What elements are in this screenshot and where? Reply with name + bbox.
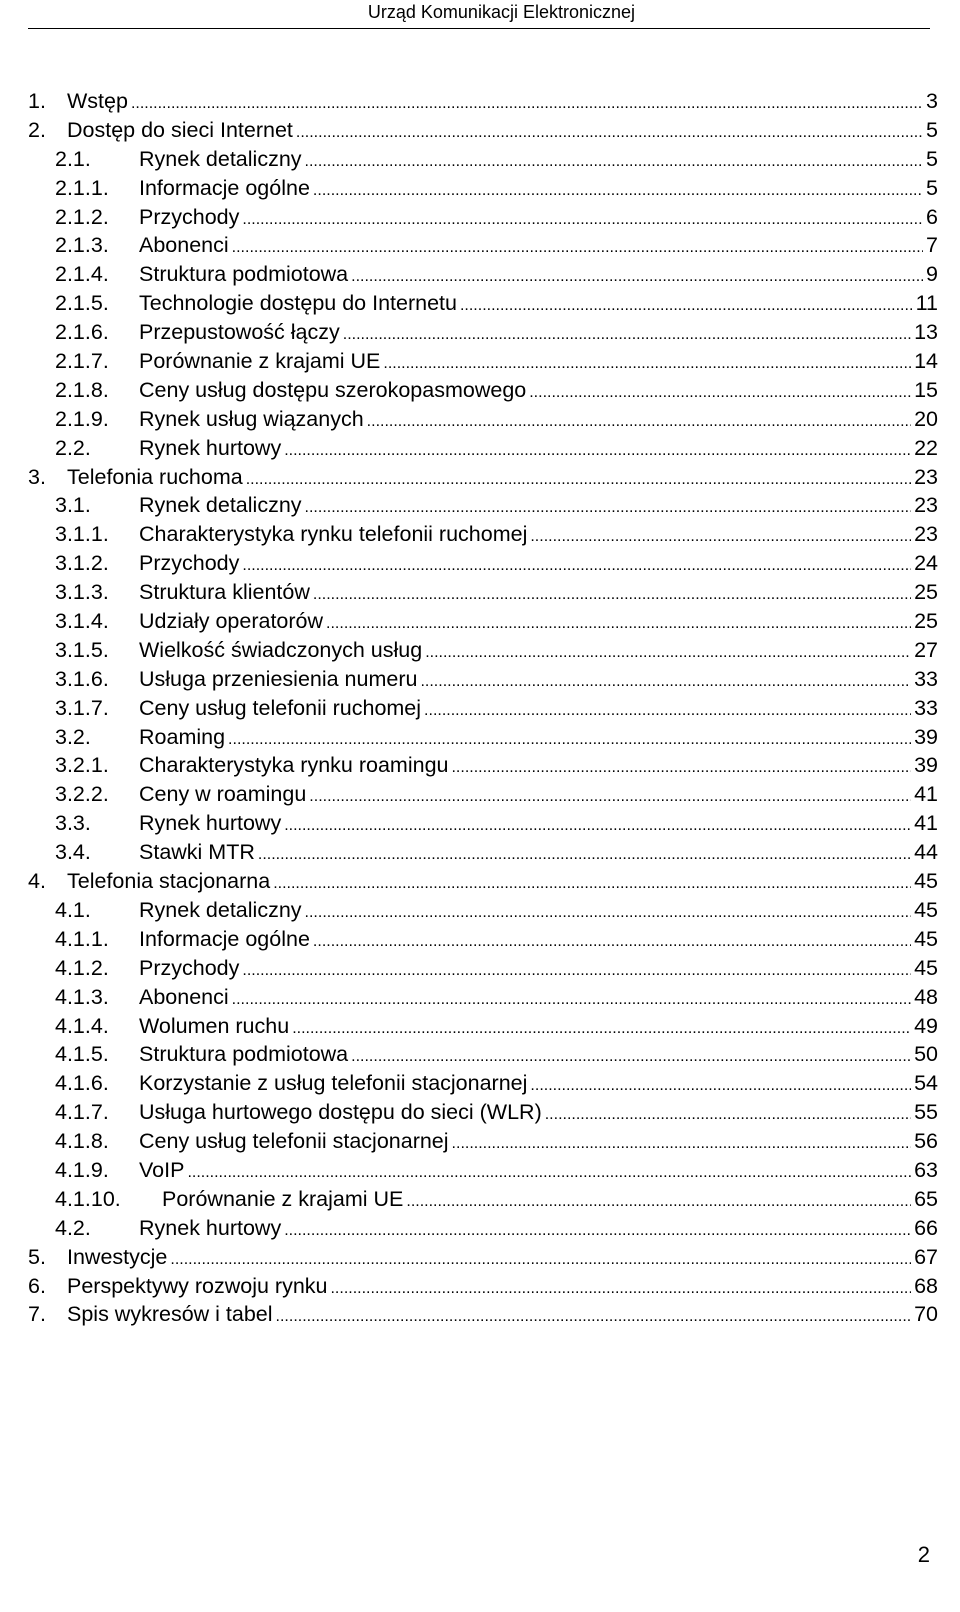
dot-leader bbox=[330, 1272, 911, 1304]
toc-entry-title: Abonenci bbox=[139, 233, 229, 258]
toc-entry-page: 41 bbox=[914, 811, 938, 836]
toc-entry-title: VoIP bbox=[139, 1157, 185, 1182]
toc-entry[interactable] bbox=[28, 376, 938, 405]
dot-leader bbox=[351, 260, 923, 292]
toc-entry-title: Przepustowość łączy bbox=[139, 320, 340, 345]
toc-entry-page: 48 bbox=[914, 984, 938, 1009]
toc-entry-title: Dostęp do sieci Internet bbox=[67, 117, 293, 142]
dot-leader bbox=[276, 1300, 912, 1332]
toc-entry-page: 23 bbox=[914, 522, 938, 547]
toc-entry-number: 2.1.8. bbox=[55, 377, 109, 402]
toc-entry-page: 14 bbox=[914, 349, 938, 374]
toc-entry[interactable] bbox=[28, 925, 938, 954]
toc-entry-number: 4.1.3. bbox=[55, 984, 109, 1009]
header-divider bbox=[28, 28, 930, 29]
dot-leader bbox=[343, 318, 911, 350]
toc-entry-title: Charakterystyka rynku roamingu bbox=[139, 753, 449, 778]
toc-entry-title: Roaming bbox=[139, 724, 226, 749]
toc-entry-title: Charakterystyka rynku telefonii ruchomej bbox=[139, 522, 528, 547]
toc-entry-number: 3.1.3. bbox=[55, 580, 109, 605]
dot-leader bbox=[530, 1069, 911, 1101]
toc-entry-number: 2.1.7. bbox=[55, 349, 109, 374]
toc-entry[interactable] bbox=[28, 549, 938, 578]
page-number: 2 bbox=[917, 1542, 930, 1567]
toc-entry-title: Abonenci bbox=[139, 984, 229, 1009]
toc-entry-page: 5 bbox=[926, 117, 938, 142]
toc-entry[interactable] bbox=[28, 520, 938, 549]
toc-entry-number: 2.2. bbox=[55, 435, 91, 460]
toc-entry[interactable] bbox=[28, 1098, 938, 1127]
toc-entry-number: 3.1.5. bbox=[55, 637, 109, 662]
toc-entry[interactable] bbox=[28, 318, 938, 347]
toc-entry-page: 33 bbox=[914, 695, 938, 720]
toc-entry-title: Rynek hurtowy bbox=[139, 435, 282, 460]
toc-entry-title: Udziały operatorów bbox=[139, 609, 324, 634]
dot-leader bbox=[232, 983, 911, 1015]
page-header bbox=[0, 0, 960, 28]
toc-entry-number: 5. bbox=[28, 1244, 46, 1269]
toc-entry-page: 20 bbox=[914, 406, 938, 431]
toc-entry-page: 55 bbox=[914, 1100, 938, 1125]
dot-leader bbox=[309, 780, 911, 812]
dot-leader bbox=[228, 723, 911, 755]
toc-entry-page: 41 bbox=[914, 782, 938, 807]
toc-entry-number: 2.1.1. bbox=[55, 175, 109, 200]
dot-leader bbox=[242, 954, 911, 986]
toc-entry-page: 65 bbox=[914, 1186, 938, 1211]
toc-entry-number: 3. bbox=[28, 464, 46, 489]
toc-entry-page: 9 bbox=[926, 262, 938, 287]
toc-entry-number: 2.1.4. bbox=[55, 262, 109, 287]
toc-entry[interactable] bbox=[28, 405, 938, 434]
toc-entry-title: Informacje ogólne bbox=[139, 926, 310, 951]
toc-entry-page: 39 bbox=[914, 753, 938, 778]
toc-entry[interactable] bbox=[28, 1012, 938, 1041]
toc-entry[interactable] bbox=[28, 723, 938, 752]
toc-entry-page: 23 bbox=[914, 464, 938, 489]
dot-leader bbox=[284, 434, 911, 466]
dot-leader bbox=[383, 347, 911, 379]
toc-entry-page: 44 bbox=[914, 840, 938, 865]
toc-entry[interactable] bbox=[28, 203, 938, 232]
toc-entry-title: Ceny w roamingu bbox=[139, 782, 307, 807]
toc-entry-title: Usługa przeniesienia numeru bbox=[139, 666, 418, 691]
toc-entry-page: 45 bbox=[914, 955, 938, 980]
toc-entry[interactable] bbox=[28, 751, 938, 780]
toc-entry-number: 2. bbox=[28, 117, 46, 142]
toc-entry[interactable] bbox=[28, 896, 938, 925]
toc-entry-number: 4.1.5. bbox=[55, 1042, 109, 1067]
toc-entry[interactable] bbox=[28, 1243, 938, 1272]
dot-leader bbox=[424, 694, 911, 726]
dot-leader bbox=[305, 896, 912, 928]
dot-leader bbox=[242, 203, 923, 235]
toc-entry[interactable] bbox=[28, 983, 938, 1012]
toc-entry[interactable] bbox=[28, 1272, 938, 1301]
dot-leader bbox=[246, 463, 911, 495]
toc-entry-page: 5 bbox=[926, 146, 938, 171]
toc-entry-number: 3.1.2. bbox=[55, 551, 109, 576]
dot-leader bbox=[187, 1156, 911, 1188]
toc-entry-title: Struktura podmiotowa bbox=[139, 1042, 349, 1067]
toc-entry-page: 13 bbox=[914, 320, 938, 345]
toc-entry-title: Wstęp bbox=[67, 89, 128, 113]
toc-entry-number: 3.1. bbox=[55, 493, 91, 518]
toc-entry-title: Technologie dostępu do Internetu bbox=[139, 291, 457, 316]
toc-entry[interactable] bbox=[28, 1300, 938, 1329]
toc-entry-page: 45 bbox=[914, 897, 938, 922]
toc-entry[interactable] bbox=[28, 694, 938, 723]
dot-leader bbox=[451, 751, 911, 783]
table-of-contents bbox=[28, 87, 938, 1329]
toc-entry-number: 4.1.1. bbox=[55, 926, 109, 951]
toc-entry[interactable] bbox=[28, 954, 938, 983]
toc-entry-title: Telefonia ruchoma bbox=[67, 464, 243, 489]
toc-entry-number: 3.2.1. bbox=[55, 753, 109, 778]
toc-entry-title: Telefonia stacjonarna bbox=[67, 869, 271, 894]
toc-entry[interactable] bbox=[28, 289, 938, 318]
toc-entry[interactable] bbox=[28, 867, 938, 896]
toc-entry-number: 3.2. bbox=[55, 724, 91, 749]
toc-entry-page: 45 bbox=[914, 926, 938, 951]
toc-entry[interactable] bbox=[28, 1127, 938, 1156]
toc-entry-title: Struktura podmiotowa bbox=[139, 262, 349, 287]
toc-entry[interactable] bbox=[28, 347, 938, 376]
toc-entry-number: 2.1.3. bbox=[55, 233, 109, 258]
toc-entry[interactable] bbox=[28, 838, 938, 867]
toc-entry-number: 4.2. bbox=[55, 1215, 91, 1240]
toc-entry-title: Perspektywy rozwoju rynku bbox=[67, 1273, 328, 1298]
toc-entry-number: 4. bbox=[28, 869, 46, 894]
toc-entry-number: 2.1.2. bbox=[55, 204, 109, 229]
toc-entry-page: 54 bbox=[914, 1071, 938, 1096]
toc-entry-page: 7 bbox=[926, 233, 938, 258]
toc-entry-number: 2.1. bbox=[55, 146, 91, 171]
dot-leader bbox=[530, 520, 911, 552]
toc-entry-title: Spis wykresów i tabel bbox=[67, 1302, 273, 1327]
toc-entry-page: 67 bbox=[914, 1244, 938, 1269]
toc-entry-title: Ceny usług telefonii ruchomej bbox=[139, 695, 422, 720]
toc-entry-title: Rynek detaliczny bbox=[139, 493, 302, 518]
toc-entry-page: 56 bbox=[914, 1129, 938, 1154]
toc-entry-number: 6. bbox=[28, 1273, 46, 1298]
toc-entry-title: Rynek hurtowy bbox=[139, 811, 282, 836]
dot-leader bbox=[292, 1012, 911, 1044]
toc-entry-page: 11 bbox=[915, 291, 938, 316]
dot-leader bbox=[425, 636, 911, 668]
dot-leader bbox=[232, 231, 923, 263]
toc-entry-number: 4.1.9. bbox=[55, 1157, 109, 1182]
dot-leader bbox=[367, 405, 911, 437]
toc-entry-page: 25 bbox=[914, 580, 938, 605]
toc-entry-number: 3.4. bbox=[55, 840, 91, 865]
toc-entry-title: Ceny usług telefonii stacjonarnej bbox=[139, 1129, 449, 1154]
toc-entry-title: Informacje ogólne bbox=[139, 175, 310, 200]
toc-entry-page: 33 bbox=[914, 666, 938, 691]
dot-leader bbox=[296, 116, 923, 148]
toc-entry-page: 3 bbox=[926, 89, 938, 113]
toc-entry[interactable] bbox=[28, 607, 938, 636]
toc-entry-number: 3.1.1. bbox=[55, 522, 109, 547]
toc-entry-number: 3.2.2. bbox=[55, 782, 109, 807]
header-title: Urząd Komunikacji Elektronicznej bbox=[367, 2, 635, 22]
toc-entry[interactable] bbox=[28, 231, 938, 260]
toc-entry[interactable] bbox=[28, 145, 938, 174]
dot-leader bbox=[545, 1098, 911, 1130]
toc-entry-page: 5 bbox=[926, 175, 938, 200]
toc-entry[interactable] bbox=[28, 636, 938, 665]
toc-entry[interactable] bbox=[28, 809, 938, 838]
dot-leader bbox=[313, 925, 911, 957]
toc-entry[interactable] bbox=[28, 578, 938, 607]
toc-entry[interactable] bbox=[28, 174, 938, 203]
toc-entry-title: Stawki MTR bbox=[139, 840, 255, 865]
dot-leader bbox=[284, 809, 911, 841]
toc-entry-title: Wielkość świadczonych usług bbox=[139, 637, 423, 662]
toc-entry[interactable] bbox=[28, 665, 938, 694]
toc-entry-title: Przychody bbox=[139, 204, 240, 229]
toc-entry-title: Struktura klientów bbox=[139, 580, 310, 605]
toc-entry-number: 4.1.10. bbox=[55, 1186, 121, 1211]
toc-entry-page: 24 bbox=[914, 551, 938, 576]
toc-entry-page: 68 bbox=[914, 1273, 938, 1298]
dot-leader bbox=[452, 1127, 912, 1159]
toc-entry-page: 25 bbox=[914, 609, 938, 634]
dot-leader bbox=[351, 1040, 911, 1072]
toc-entry-number: 3.1.4. bbox=[55, 609, 109, 634]
toc-entry-page: 23 bbox=[914, 493, 938, 518]
toc-entry-page: 70 bbox=[914, 1302, 938, 1327]
toc-entry-number: 3.1.6. bbox=[55, 666, 109, 691]
toc-entry-page: 6 bbox=[926, 204, 938, 229]
dot-leader bbox=[258, 838, 911, 870]
dot-leader bbox=[131, 87, 923, 119]
dot-leader bbox=[242, 549, 911, 581]
toc-entry-title: Porównanie z krajami UE bbox=[139, 349, 381, 374]
dot-leader bbox=[313, 578, 911, 610]
dot-leader bbox=[284, 1214, 911, 1246]
toc-entry-title: Ceny usług dostępu szerokopasmowego bbox=[139, 377, 527, 402]
toc-entry-page: 45 bbox=[914, 869, 938, 894]
toc-entry-title: Usługa hurtowego dostępu do sieci (WLR) bbox=[139, 1100, 542, 1125]
toc-entry-page: 50 bbox=[914, 1042, 938, 1067]
toc-entry-number: 4.1. bbox=[55, 897, 91, 922]
toc-entry[interactable] bbox=[28, 463, 938, 492]
toc-entry-title: Przychody bbox=[139, 551, 240, 576]
dot-leader bbox=[170, 1243, 911, 1275]
toc-entry-page: 27 bbox=[914, 637, 938, 662]
toc-entry-number: 2.1.5. bbox=[55, 291, 109, 316]
dot-leader bbox=[460, 289, 913, 321]
toc-entry-number: 4.1.7. bbox=[55, 1100, 109, 1125]
toc-entry-number: 2.1.9. bbox=[55, 406, 109, 431]
toc-entry-number: 3.1.7. bbox=[55, 695, 109, 720]
toc-entry-page: 15 bbox=[914, 377, 938, 402]
toc-entry-number: 3.3. bbox=[55, 811, 91, 836]
toc-entry[interactable] bbox=[28, 780, 938, 809]
toc-entry-title: Rynek usług wiązanych bbox=[139, 406, 364, 431]
toc-entry-title: Rynek detaliczny bbox=[139, 146, 302, 171]
toc-entry-number: 7. bbox=[28, 1302, 46, 1327]
toc-entry-title: Rynek hurtowy bbox=[139, 1215, 282, 1240]
toc-entry[interactable] bbox=[28, 491, 938, 520]
toc-entry-number: 4.1.8. bbox=[55, 1129, 109, 1154]
dot-leader bbox=[273, 867, 911, 899]
toc-entry[interactable] bbox=[28, 1069, 938, 1098]
toc-entry[interactable] bbox=[28, 87, 938, 116]
toc-entry-page: 63 bbox=[914, 1157, 938, 1182]
toc-entry-title: Wolumen ruchu bbox=[139, 1013, 290, 1038]
dot-leader bbox=[305, 491, 912, 523]
dot-leader bbox=[406, 1185, 911, 1217]
toc-entry-page: 22 bbox=[914, 435, 938, 460]
toc-entry-page: 49 bbox=[914, 1013, 938, 1038]
toc-entry[interactable] bbox=[28, 434, 938, 463]
toc-entry[interactable] bbox=[28, 1156, 938, 1185]
toc-entry-number: 1. bbox=[28, 89, 46, 113]
toc-entry[interactable] bbox=[28, 1214, 938, 1243]
toc-entry[interactable] bbox=[28, 1185, 938, 1214]
toc-entry-title: Inwestycje bbox=[67, 1244, 168, 1269]
toc-entry-number: 4.1.4. bbox=[55, 1013, 109, 1038]
toc-entry[interactable] bbox=[28, 260, 938, 289]
dot-leader bbox=[305, 145, 924, 177]
dot-leader bbox=[420, 665, 911, 697]
dot-leader bbox=[313, 174, 923, 206]
toc-entry-number: 2.1.6. bbox=[55, 320, 109, 345]
toc-entry[interactable] bbox=[28, 116, 938, 145]
dot-leader bbox=[529, 376, 911, 408]
toc-entry-number: 4.1.6. bbox=[55, 1071, 109, 1096]
toc-entry-title: Korzystanie z usług telefonii stacjonarnej bbox=[139, 1071, 528, 1096]
toc-entry-title: Porównanie z krajami UE bbox=[162, 1186, 404, 1211]
dot-leader bbox=[326, 607, 911, 639]
toc-entry[interactable] bbox=[28, 1040, 938, 1069]
toc-entry-title: Przychody bbox=[139, 955, 240, 980]
toc-entry-number: 4.1.2. bbox=[55, 955, 109, 980]
toc-entry-title: Rynek detaliczny bbox=[139, 897, 302, 922]
toc-entry-page: 66 bbox=[914, 1215, 938, 1240]
toc-entry-page: 39 bbox=[914, 724, 938, 749]
